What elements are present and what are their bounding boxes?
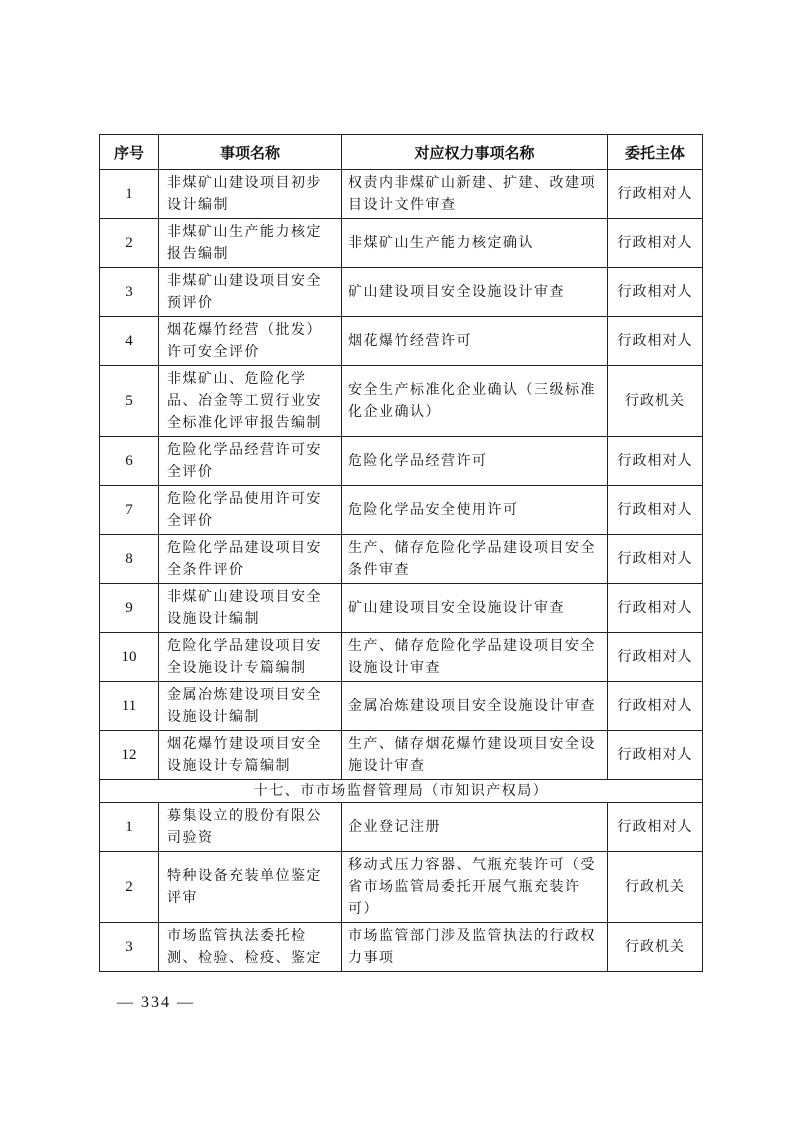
section-title: 十七、市市场监督管理局（市知识产权局） <box>100 780 703 803</box>
cell-delegate: 行政相对人 <box>608 584 703 633</box>
cell-item-name: 金属冶炼建设项目安全设施设计编制 <box>159 682 342 731</box>
cell-delegate: 行政相对人 <box>608 437 703 486</box>
cell-delegate: 行政相对人 <box>608 633 703 682</box>
cell-index: 8 <box>100 535 159 584</box>
cell-power-item: 矿山建设项目安全设施设计审查 <box>342 584 608 633</box>
cell-item-name: 危险化学品经营许可安全评价 <box>159 437 342 486</box>
table-body <box>100 170 703 972</box>
cell-delegate: 行政相对人 <box>608 219 703 268</box>
cell-item-name: 非煤矿山、危险化学品、冶金等工贸行业安全标准化评审报告编制 <box>159 366 342 437</box>
cell-index: 3 <box>100 923 159 972</box>
cell-power-item: 金属冶炼建设项目安全设施设计审查 <box>342 682 608 731</box>
cell-index: 9 <box>100 584 159 633</box>
cell-delegate: 行政机关 <box>608 923 703 972</box>
cell-delegate: 行政相对人 <box>608 268 703 317</box>
cell-power-item: 生产、储存危险化学品建设项目安全设施设计审查 <box>342 633 608 682</box>
cell-delegate: 行政相对人 <box>608 317 703 366</box>
table-row <box>100 170 703 219</box>
cell-item-name: 危险化学品建设项目安全设施设计专篇编制 <box>159 633 342 682</box>
cell-power-item: 生产、储存危险化学品建设项目安全条件审查 <box>342 535 608 584</box>
delegation-table <box>99 134 703 972</box>
cell-index: 1 <box>100 170 159 219</box>
cell-item-name: 危险化学品建设项目安全条件评价 <box>159 535 342 584</box>
cell-delegate: 行政相对人 <box>608 170 703 219</box>
cell-delegate: 行政相对人 <box>608 682 703 731</box>
table-row <box>100 584 703 633</box>
cell-index: 4 <box>100 317 159 366</box>
table-row <box>100 731 703 780</box>
cell-index: 11 <box>100 682 159 731</box>
cell-item-name: 募集设立的股份有限公司验资 <box>159 803 342 852</box>
cell-item-name: 非煤矿山建设项目安全预评价 <box>159 268 342 317</box>
table-row <box>100 852 703 923</box>
header-power-item: 对应权力事项名称 <box>342 135 608 170</box>
cell-delegate: 行政相对人 <box>608 803 703 852</box>
cell-power-item: 生产、储存烟花爆竹建设项目安全设施设计审查 <box>342 731 608 780</box>
cell-index: 12 <box>100 731 159 780</box>
cell-item-name: 非煤矿山生产能力核定报告编制 <box>159 219 342 268</box>
cell-delegate: 行政相对人 <box>608 535 703 584</box>
cell-power-item: 烟花爆竹经营许可 <box>342 317 608 366</box>
cell-delegate: 行政机关 <box>608 852 703 923</box>
header-index: 序号 <box>100 135 159 170</box>
cell-power-item: 权责内非煤矿山新建、扩建、改建项目设计文件审查 <box>342 170 608 219</box>
table-row <box>100 923 703 972</box>
cell-index: 2 <box>100 852 159 923</box>
cell-power-item: 企业登记注册 <box>342 803 608 852</box>
header-item-name: 事项名称 <box>159 135 342 170</box>
cell-index: 3 <box>100 268 159 317</box>
cell-index: 5 <box>100 366 159 437</box>
cell-power-item: 矿山建设项目安全设施设计审查 <box>342 268 608 317</box>
cell-item-name: 烟花爆竹经营（批发）许可安全评价 <box>159 317 342 366</box>
header-delegate: 委托主体 <box>608 135 703 170</box>
table-row <box>100 317 703 366</box>
cell-power-item: 安全生产标准化企业确认（三级标准化企业确认） <box>342 366 608 437</box>
cell-item-name: 特种设备充装单位鉴定评审 <box>159 852 342 923</box>
cell-index: 7 <box>100 486 159 535</box>
cell-item-name: 烟花爆竹建设项目安全设施设计专篇编制 <box>159 731 342 780</box>
cell-item-name: 市场监管执法委托检测、检验、检疫、鉴定 <box>159 923 342 972</box>
cell-power-item: 危险化学品安全使用许可 <box>342 486 608 535</box>
table-row <box>100 633 703 682</box>
table-row <box>100 219 703 268</box>
cell-power-item: 市场监管部门涉及监管执法的行政权力事项 <box>342 923 608 972</box>
table-row <box>100 366 703 437</box>
table-header-row <box>100 135 703 170</box>
cell-index: 1 <box>100 803 159 852</box>
cell-item-name: 危险化学品使用许可安全评价 <box>159 486 342 535</box>
cell-power-item: 移动式压力容器、气瓶充装许可（受省市场监管局委托开展气瓶充装许可） <box>342 852 608 923</box>
cell-delegate: 行政机关 <box>608 366 703 437</box>
table-row <box>100 535 703 584</box>
table-row <box>100 437 703 486</box>
page-number: — 334 — <box>117 994 195 1011</box>
table-row <box>100 682 703 731</box>
cell-delegate: 行政相对人 <box>608 731 703 780</box>
table-row <box>100 268 703 317</box>
cell-power-item: 非煤矿山生产能力核定确认 <box>342 219 608 268</box>
cell-item-name: 非煤矿山建设项目安全设施设计编制 <box>159 584 342 633</box>
section-row <box>100 780 703 803</box>
table-row <box>100 486 703 535</box>
cell-index: 2 <box>100 219 159 268</box>
table-row <box>100 803 703 852</box>
cell-item-name: 非煤矿山建设项目初步设计编制 <box>159 170 342 219</box>
cell-index: 6 <box>100 437 159 486</box>
cell-index: 10 <box>100 633 159 682</box>
cell-delegate: 行政相对人 <box>608 486 703 535</box>
cell-power-item: 危险化学品经营许可 <box>342 437 608 486</box>
